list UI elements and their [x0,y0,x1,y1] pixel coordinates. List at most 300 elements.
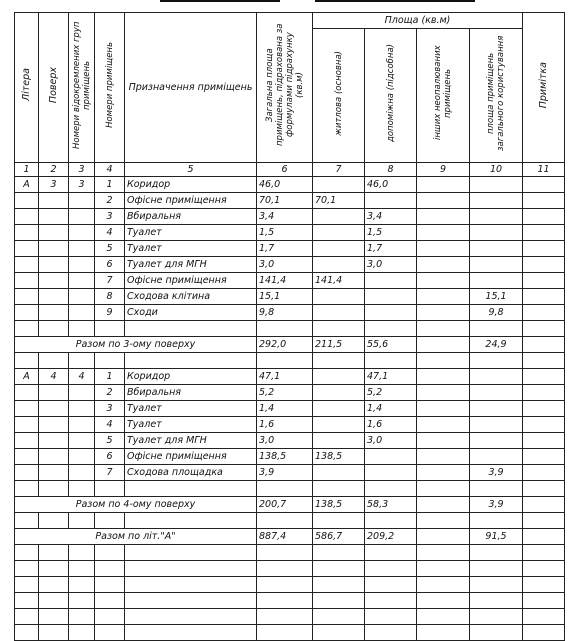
room-number-cell: 7 [95,273,125,289]
group-cell [69,417,95,433]
header-litera [15,13,39,163]
room-name-cell: Сходи [125,305,257,321]
summary-row [15,497,565,513]
empty-cell [523,561,565,577]
litera-cell [15,241,39,257]
group-cell [69,241,95,257]
empty-cell [417,561,470,577]
summary-label: Разом по 4-ому поверху [15,497,257,513]
empty-cell [523,609,565,625]
summary-note [523,497,565,513]
other-area-cell [417,401,470,417]
empty-cell [125,593,257,609]
common-area-cell: 9,8 [470,305,523,321]
header-room-numbers [95,13,125,163]
summary-label: Разом по літ."А" [15,529,257,545]
top-rule-right [315,0,475,2]
litera-cell [15,225,39,241]
empty-cell [69,545,95,561]
note-cell [523,273,565,289]
summary-aux: 58,3 [365,497,417,513]
empty-cell [470,577,523,593]
main-area-cell [313,433,365,449]
empty-cell [313,609,365,625]
room-number-cell: 9 [95,305,125,321]
empty-cell [15,593,39,609]
litera-cell: А [15,369,39,385]
room-number-cell: 4 [95,417,125,433]
room-number-cell: 7 [95,465,125,481]
group-cell [69,465,95,481]
empty-cell [15,513,39,529]
room-number-cell: 6 [95,449,125,465]
total-area-cell: 47,1 [257,369,313,385]
aux-area-cell [365,273,417,289]
note-cell [523,401,565,417]
main-area-cell [313,465,365,481]
aux-area-cell: 3,4 [365,209,417,225]
aux-area-cell [365,449,417,465]
group-cell [69,289,95,305]
room-name-cell: Туалет [125,417,257,433]
main-area-cell [313,225,365,241]
aux-area-cell [365,193,417,209]
summary-main: 586,7 [313,529,365,545]
empty-cell [69,577,95,593]
common-area-cell [470,433,523,449]
note-cell [523,449,565,465]
empty-row [15,481,565,497]
empty-cell [257,353,313,369]
table-row [15,241,565,257]
main-area-cell [313,289,365,305]
table-row [15,449,565,465]
summary-total: 887,4 [257,529,313,545]
other-area-cell [417,241,470,257]
empty-cell [125,481,257,497]
empty-cell [69,321,95,337]
header-purpose: Призначення приміщень [125,13,257,163]
table-row [15,465,565,481]
note-cell [523,289,565,305]
summary-common: 24,9 [470,337,523,353]
empty-cell [39,561,69,577]
empty-cell [15,625,39,641]
empty-cell [470,545,523,561]
other-area-cell [417,177,470,193]
common-area-cell [470,385,523,401]
empty-cell [95,625,125,641]
empty-cell [15,609,39,625]
aux-area-cell: 5,2 [365,385,417,401]
empty-cell [313,481,365,497]
empty-cell [313,577,365,593]
main-area-cell: 141,4 [313,273,365,289]
litera-cell [15,433,39,449]
group-cell [69,449,95,465]
table-row [15,305,565,321]
floor-cell [39,273,69,289]
empty-cell [15,545,39,561]
room-name-cell: Сходова площадка [125,465,257,481]
aux-area-cell: 1,4 [365,401,417,417]
other-area-cell [417,289,470,305]
table-body [15,177,565,641]
summary-other [417,497,470,513]
empty-cell [313,321,365,337]
col-num: 7 [313,163,365,177]
empty-cell [470,481,523,497]
floor-cell [39,241,69,257]
empty-cell [523,625,565,641]
main-area-cell: 138,5 [313,449,365,465]
floor-cell [39,289,69,305]
empty-cell [523,321,565,337]
empty-cell [365,609,417,625]
column-number-row [15,163,565,177]
aux-area-cell: 1,7 [365,241,417,257]
note-cell [523,433,565,449]
room-number-cell: 4 [95,225,125,241]
empty-cell [15,353,39,369]
empty-cell [417,513,470,529]
aux-area-cell: 3,0 [365,257,417,273]
empty-cell [365,577,417,593]
header-note-text: Примітка [537,61,549,109]
empty-cell [39,577,69,593]
room-name-cell: Туалет для МГН [125,433,257,449]
empty-cell [95,577,125,593]
table-row [15,193,565,209]
other-area-cell [417,369,470,385]
table-row [15,257,565,273]
room-name-cell: Туалет [125,225,257,241]
table-row [15,385,565,401]
aux-area-cell [365,305,417,321]
floor-cell [39,257,69,273]
litera-cell [15,385,39,401]
empty-cell [39,513,69,529]
summary-row [15,529,565,545]
total-area-cell: 141,4 [257,273,313,289]
empty-cell [470,353,523,369]
note-cell [523,241,565,257]
empty-cell [257,577,313,593]
group-cell [69,257,95,273]
group-cell [69,225,95,241]
common-area-cell [470,193,523,209]
col-num: 10 [470,163,523,177]
room-name-cell: Офісне приміщення [125,273,257,289]
litera-cell [15,209,39,225]
room-name-cell: Коридор [125,177,257,193]
empty-cell [69,561,95,577]
litera-cell [15,417,39,433]
empty-cell [417,593,470,609]
empty-cell [313,353,365,369]
room-number-cell: 5 [95,241,125,257]
other-area-cell [417,449,470,465]
empty-row [15,353,565,369]
empty-row [15,545,565,561]
empty-cell [365,593,417,609]
empty-cell [365,625,417,641]
header-other-area-text: інших неопалюваних приміщень [433,45,453,141]
total-area-cell: 70,1 [257,193,313,209]
empty-row [15,513,565,529]
total-area-cell: 1,7 [257,241,313,257]
common-area-cell: 3,9 [470,465,523,481]
empty-cell [69,513,95,529]
summary-note [523,337,565,353]
aux-area-cell [365,289,417,305]
note-cell [523,465,565,481]
group-cell [69,385,95,401]
room-number-cell: 3 [95,401,125,417]
header-aux-area-text: допоміжна (підсобна) [385,43,396,143]
summary-note [523,529,565,545]
total-area-cell: 15,1 [257,289,313,305]
main-area-cell [313,257,365,273]
aux-area-cell: 1,5 [365,225,417,241]
common-area-cell [470,273,523,289]
header-aux-area [365,29,417,163]
empty-cell [365,545,417,561]
floor-cell [39,305,69,321]
summary-label: Разом по 3-ому поверху [15,337,257,353]
common-area-cell: 15,1 [470,289,523,305]
group-cell [69,401,95,417]
empty-cell [523,513,565,529]
room-number-cell: 8 [95,289,125,305]
empty-row [15,609,565,625]
empty-cell [15,321,39,337]
table-row [15,289,565,305]
empty-cell [69,481,95,497]
empty-cell [470,593,523,609]
empty-cell [365,321,417,337]
litera-cell [15,465,39,481]
empty-cell [523,577,565,593]
header-other-area [417,29,470,163]
empty-cell [365,481,417,497]
other-area-cell [417,225,470,241]
empty-row [15,561,565,577]
room-name-cell: Вбиральня [125,209,257,225]
note-cell [523,385,565,401]
empty-cell [15,561,39,577]
empty-cell [69,625,95,641]
summary-row [15,337,565,353]
empty-cell [470,561,523,577]
summary-other [417,337,470,353]
empty-cell [523,545,565,561]
empty-cell [257,561,313,577]
summary-common: 3,9 [470,497,523,513]
empty-row [15,593,565,609]
table-row [15,225,565,241]
empty-cell [39,593,69,609]
aux-area-cell: 46,0 [365,177,417,193]
empty-cell [95,353,125,369]
header-row-top [15,13,565,29]
summary-other [417,529,470,545]
common-area-cell [470,241,523,257]
room-name-cell: Коридор [125,369,257,385]
table-row [15,369,565,385]
empty-row [15,321,565,337]
table-row [15,273,565,289]
room-number-cell: 1 [95,369,125,385]
empty-cell [39,481,69,497]
empty-cell [69,609,95,625]
common-area-cell [470,177,523,193]
empty-cell [95,545,125,561]
room-name-cell: Туалет для МГН [125,257,257,273]
header-common-area [470,29,523,163]
summary-common: 91,5 [470,529,523,545]
total-area-cell: 3,9 [257,465,313,481]
room-number-cell: 1 [95,177,125,193]
main-area-cell [313,369,365,385]
total-area-cell: 3,0 [257,257,313,273]
header-groups [69,13,95,163]
header-poverh [39,13,69,163]
aux-area-cell [365,465,417,481]
empty-cell [313,561,365,577]
empty-cell [313,625,365,641]
empty-cell [95,513,125,529]
col-num: 2 [39,163,69,177]
empty-cell [95,321,125,337]
litera-cell [15,257,39,273]
note-cell [523,177,565,193]
group-cell: 3 [69,177,95,193]
table-row [15,401,565,417]
empty-cell [365,513,417,529]
empty-cell [125,609,257,625]
header-total-area-text: Загальна площа приміщень, підрахована за формулами підрахунку (кв.м) [264,23,305,147]
empty-cell [39,609,69,625]
table-row [15,417,565,433]
empty-cell [417,625,470,641]
floor-cell [39,193,69,209]
other-area-cell [417,465,470,481]
floor-cell: 3 [39,177,69,193]
litera-cell [15,289,39,305]
empty-cell [257,625,313,641]
main-area-cell [313,177,365,193]
litera-cell [15,193,39,209]
room-number-cell: 2 [95,193,125,209]
empty-cell [69,353,95,369]
empty-cell [365,353,417,369]
empty-cell [125,353,257,369]
common-area-cell [470,257,523,273]
total-area-cell: 3,0 [257,433,313,449]
empty-cell [125,321,257,337]
header-room-numbers-text: Номери приміщень [104,42,115,128]
main-area-cell [313,385,365,401]
col-num: 4 [95,163,125,177]
empty-cell [257,513,313,529]
empty-cell [125,577,257,593]
empty-cell [125,625,257,641]
col-num: 6 [257,163,313,177]
header-common-area-text: площа приміщень загального користування [486,35,506,151]
total-area-cell: 46,0 [257,177,313,193]
header-note [523,13,565,163]
table-row [15,433,565,449]
empty-cell [257,481,313,497]
note-cell [523,193,565,209]
summary-aux: 209,2 [365,529,417,545]
col-num: 9 [417,163,470,177]
floor-cell [39,385,69,401]
empty-cell [417,353,470,369]
floor-cell [39,417,69,433]
group-cell [69,433,95,449]
note-cell [523,209,565,225]
empty-cell [313,513,365,529]
total-area-cell: 9,8 [257,305,313,321]
common-area-cell [470,369,523,385]
summary-total: 292,0 [257,337,313,353]
empty-cell [257,545,313,561]
floor-cell [39,209,69,225]
litera-cell [15,273,39,289]
empty-cell [15,577,39,593]
group-cell [69,209,95,225]
empty-cell [523,353,565,369]
empty-cell [313,545,365,561]
floor-cell [39,401,69,417]
other-area-cell [417,209,470,225]
total-area-cell: 3,4 [257,209,313,225]
room-name-cell: Офісне приміщення [125,449,257,465]
room-name-cell: Туалет [125,401,257,417]
header-litera-text: Літера [20,68,32,102]
other-area-cell [417,273,470,289]
litera-cell [15,449,39,465]
empty-cell [417,321,470,337]
empty-cell [417,577,470,593]
table-row [15,209,565,225]
room-number-cell: 3 [95,209,125,225]
litera-cell [15,401,39,417]
col-num: 11 [523,163,565,177]
group-cell: 4 [69,369,95,385]
header-total-area [257,13,313,163]
aux-area-cell: 3,0 [365,433,417,449]
other-area-cell [417,433,470,449]
note-cell [523,369,565,385]
empty-cell [257,593,313,609]
floor-cell [39,225,69,241]
top-rule-left [160,0,280,2]
empty-cell [523,593,565,609]
empty-cell [470,609,523,625]
room-name-cell: Сходова клітина [125,289,257,305]
empty-cell [39,353,69,369]
empty-cell [313,593,365,609]
empty-cell [417,481,470,497]
main-area-cell [313,209,365,225]
floor-cell [39,465,69,481]
note-cell [523,257,565,273]
other-area-cell [417,417,470,433]
header-area-group: Площа (кв.м) [313,13,523,29]
